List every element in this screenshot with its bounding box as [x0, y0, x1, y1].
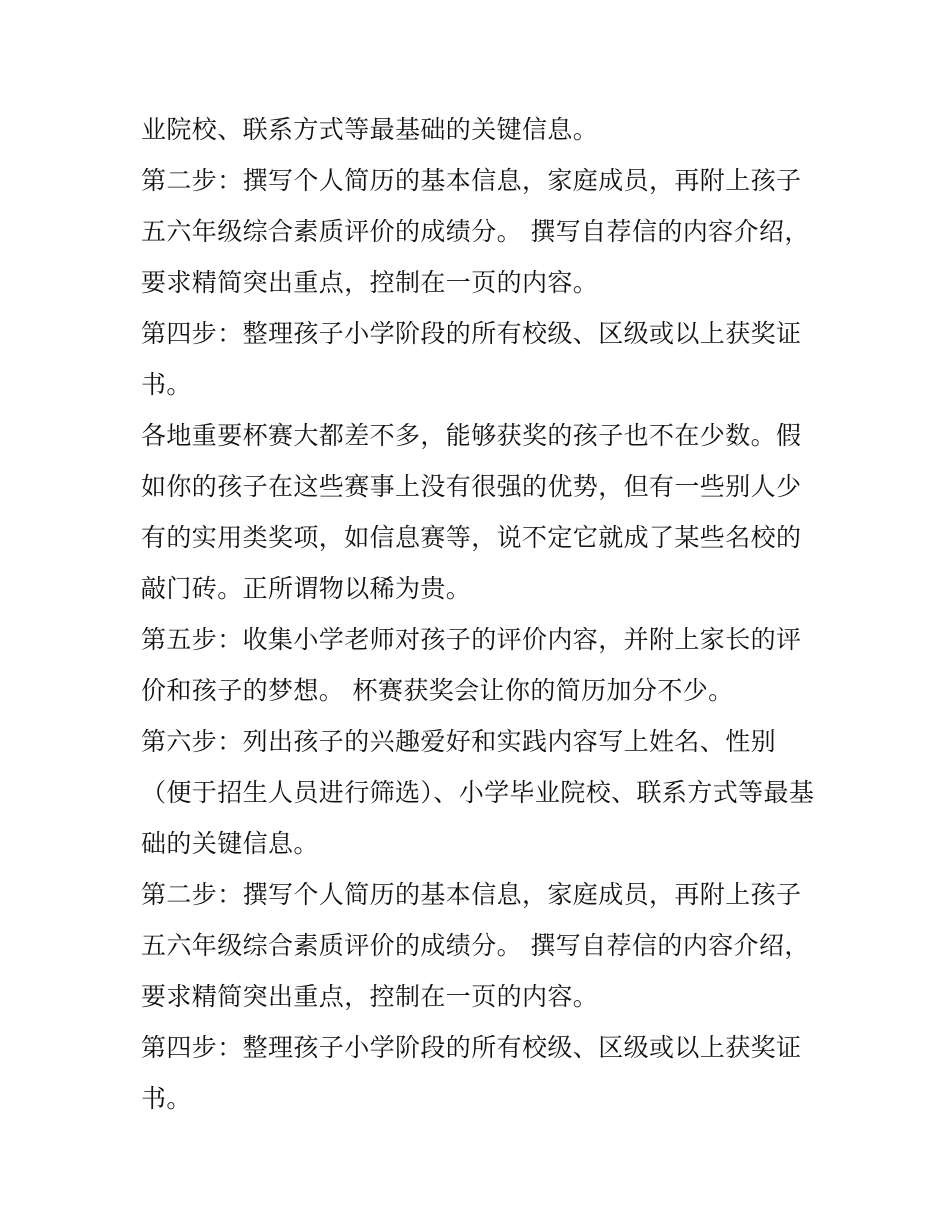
paragraph-contests: 各地重要杯赛大都差不多，能够获奖的孩子也不在少数。假如你的孩子在这些赛事上没有很强的优势，但有一些别人少有的实用类奖项，如信息赛等，说不定它就成了某些名校的敲门砖。正所谓物以稀为贵。: [141, 421, 802, 603]
paragraph-step-six: 第六步：列出孩子的兴趣爱好和实践内容写上姓名、性别（便于招生人员进行筛选）、小学毕业院校、联系方式等最基础的关键信息。: [141, 727, 815, 858]
document-body: [141, 104, 821, 1124]
paragraph-continuation: 业院校、联系方式等最基础的关键信息。: [141, 115, 599, 144]
paragraph-step-four-repeat: 第四步：整理孩子小学阶段的所有校级、区级或以上获奖证书。: [141, 1033, 802, 1113]
paragraph-step-two-repeat: 第二步：撰写个人简历的基本信息，家庭成员，再附上孩子五六年级综合素质评价的成绩分。 撰写自荐信的内容介绍，要求精简突出重点，控制在一页的内容。: [141, 880, 810, 1011]
paragraph-step-four: 第四步：整理孩子小学阶段的所有校级、区级或以上获奖证书。: [141, 319, 802, 399]
paragraph-step-five: 第五步：收集小学老师对孩子的评价内容，并附上家长的评价和孩子的梦想。 杯赛获奖会让你的简历加分不少。: [141, 625, 802, 705]
paragraph-step-two: 第二步：撰写个人简历的基本信息，家庭成员，再附上孩子五六年级综合素质评价的成绩分。 撰写自荐信的内容介绍，要求精简突出重点，控制在一页的内容。: [141, 166, 810, 297]
